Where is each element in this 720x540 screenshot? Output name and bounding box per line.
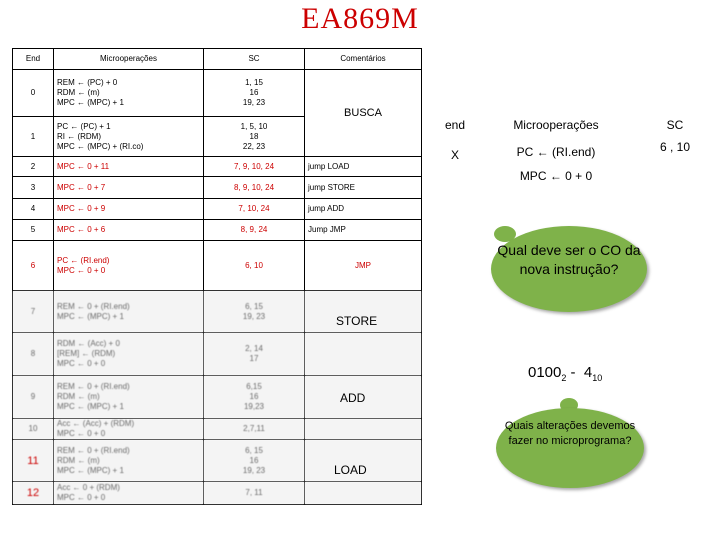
sc-line: 6, 15	[245, 301, 263, 311]
side-row-micro-1: PC ← (RI.end)	[516, 145, 596, 159]
row-microoperations	[54, 117, 204, 157]
row-microoperations	[54, 482, 204, 505]
microoperation-line: MPC ← (MPC) + 1	[57, 98, 124, 107]
row-comment: JMP	[305, 241, 422, 291]
row-end: 6	[13, 241, 54, 291]
microoperation-line: MPC ← (MPC) + 1	[57, 465, 124, 475]
row-end: 8	[13, 333, 54, 376]
table-row	[13, 220, 422, 241]
microoperation-line: PC ← (PC) + 1	[57, 121, 111, 131]
page-title: EA869M	[301, 2, 419, 35]
row-comment: jump STORE	[305, 177, 422, 199]
row-end: 5	[13, 220, 54, 241]
table-row	[13, 177, 422, 199]
row-end: 4	[13, 199, 54, 220]
side-header-microoperations: Microoperações	[513, 118, 599, 132]
sc-line: 2, 14	[245, 344, 263, 353]
row-sc	[204, 333, 305, 376]
decimal-value: 4	[583, 364, 593, 381]
row-end: 3	[13, 177, 54, 199]
sc-line: 6, 10	[245, 260, 263, 270]
row-microoperations	[54, 220, 204, 241]
row-microoperations	[54, 333, 204, 376]
header-comments: Comentários	[305, 49, 422, 70]
table-header-row	[13, 49, 422, 70]
microoperation-line: MPC ← 0 + 11	[57, 161, 110, 171]
microoperation-line: RDM ← (m)	[57, 455, 100, 465]
sc-line: 6,15	[246, 382, 262, 391]
microoperation-line: MPC ← 0 + 9	[57, 204, 106, 213]
side-row-micro-2: MPC ← 0 + 0	[519, 169, 593, 183]
table-body	[13, 70, 422, 505]
sc-line: 7, 11	[245, 488, 263, 497]
side-header-row	[431, 116, 717, 134]
sc-line: 22, 23	[242, 141, 266, 151]
table-row	[13, 241, 422, 291]
sc-line: 17	[249, 354, 259, 363]
new-instruction-table	[431, 116, 717, 190]
decimal-base: 10	[592, 373, 603, 383]
question-bubble-text: Qual deve ser o CO da nova instrução?	[497, 242, 641, 277]
table-row	[13, 333, 422, 376]
store-label: STORE	[336, 314, 378, 328]
microoperation-line: RDM ← (m)	[57, 392, 100, 401]
row-comment: Jump JMP	[305, 220, 422, 241]
binary-separator: -	[566, 364, 584, 381]
sc-line: 19,23	[243, 402, 265, 411]
sc-line: 19, 23	[242, 311, 266, 321]
row-sc	[204, 291, 305, 333]
add-label: ADD	[340, 391, 366, 405]
changes-bubble-text: Quais alterações devemos fazer no microprograma?	[504, 420, 636, 447]
row-end: 7	[13, 291, 54, 333]
microoperation-line: RDM ← (m)	[57, 88, 100, 97]
microoperation-line: MPC ← (MPC) + (RI.co)	[57, 141, 144, 151]
sc-line: 8, 9, 10, 24	[233, 182, 275, 192]
row-sc	[204, 117, 305, 157]
header-microoperations: Microoperações	[54, 49, 204, 70]
microoperation-line: MPC ← 0 + 0	[57, 359, 106, 368]
header-end: End	[13, 49, 54, 70]
sc-line: 16	[249, 455, 259, 465]
row-microoperations	[54, 199, 204, 220]
row-microoperations	[54, 291, 204, 333]
microoperation-line: Acc ← (Acc) + (RDM)	[57, 419, 135, 428]
sc-line: 1, 15	[245, 78, 263, 87]
row-comment	[305, 333, 422, 376]
row-end: 9	[13, 376, 54, 419]
row-microoperations	[54, 70, 204, 117]
side-header-end: end	[444, 118, 466, 132]
row-microoperations	[54, 177, 204, 199]
side-row	[431, 134, 717, 190]
binary-value: 0100	[528, 364, 562, 381]
changes-bubble	[496, 408, 644, 488]
row-microoperations	[54, 440, 204, 482]
table-row	[13, 419, 422, 440]
row-end: 11	[13, 440, 54, 482]
row-end: 0	[13, 70, 54, 117]
microoperation-line: MPC ← 0 + 6	[57, 225, 106, 234]
microoperation-line: REM ← 0 + (RI.end)	[57, 382, 130, 391]
row-end: 1	[13, 117, 54, 157]
microoperation-line: MPC ← (MPC) + 1	[57, 402, 124, 411]
header-sc: SC	[204, 49, 305, 70]
row-comment	[305, 482, 422, 505]
microoperation-line: REM ← 0 + (RI.end)	[57, 301, 130, 311]
load-label: LOAD	[334, 463, 367, 477]
row-sc	[204, 241, 305, 291]
row-sc	[204, 482, 305, 505]
microprogram-table	[12, 48, 422, 505]
microoperation-line: MPC ← 0 + 0	[57, 429, 106, 438]
side-row-sc: 6 , 10	[659, 140, 691, 154]
table-row	[13, 157, 422, 177]
sc-line: 8, 9, 24	[240, 225, 268, 234]
sc-line: 2,7,11	[243, 424, 265, 433]
sc-line: 7, 10, 24	[238, 204, 270, 213]
row-sc	[204, 376, 305, 419]
microoperation-line: RDM ← (Acc) + 0	[57, 339, 120, 348]
table-row	[13, 482, 422, 505]
sc-line: 19, 23	[242, 465, 266, 475]
row-sc	[204, 220, 305, 241]
table-row	[13, 199, 422, 220]
microoperation-line: MPC ← 0 + 0	[57, 265, 106, 275]
sc-line: 16	[249, 392, 259, 401]
microoperation-line: RI ← (RDM)	[57, 131, 101, 141]
microoperation-line: REM ← 0 + (RI.end)	[57, 445, 130, 455]
row-sc	[204, 70, 305, 117]
microoperation-line: Acc ← 0 + (RDM)	[57, 483, 120, 492]
busca-comment: BUSCA	[305, 70, 422, 157]
binary-conversion	[528, 364, 602, 383]
microoperation-line: PC ← (RI.end)	[57, 255, 110, 265]
row-end: 2	[13, 157, 54, 177]
row-sc	[204, 419, 305, 440]
table-row	[13, 70, 422, 117]
sc-line: 16	[249, 88, 259, 97]
sc-line: 18	[249, 131, 259, 141]
sc-line: 7, 9, 10, 24	[233, 161, 275, 171]
row-comment: jump LOAD	[305, 157, 422, 177]
microoperation-line: MPC ← (MPC) + 1	[57, 311, 124, 321]
row-microoperations	[54, 376, 204, 419]
side-row-end: X	[450, 148, 459, 162]
sc-line: 19, 23	[242, 98, 266, 107]
sc-line: 1, 5, 10	[240, 121, 268, 131]
microoperation-line: MPC ← 0 + 0	[57, 493, 106, 502]
row-sc	[204, 157, 305, 177]
row-sc	[204, 440, 305, 482]
microoperation-line: REM ← (PC) + 0	[57, 78, 118, 87]
row-comment	[305, 419, 422, 440]
row-microoperations	[54, 241, 204, 291]
row-end: 10	[13, 419, 54, 440]
question-bubble	[491, 226, 647, 312]
row-sc	[204, 177, 305, 199]
microoperation-line: [REM] ← (RDM)	[57, 349, 116, 358]
sc-line: 6, 15	[245, 445, 263, 455]
row-microoperations	[54, 419, 204, 440]
row-end: 12	[13, 482, 54, 505]
side-header-sc: SC	[666, 118, 684, 132]
row-sc	[204, 199, 305, 220]
microoperation-line: MPC ← 0 + 7	[57, 182, 106, 192]
row-microoperations	[54, 157, 204, 177]
row-comment: jump ADD	[305, 199, 422, 220]
binary-base: 2	[561, 373, 567, 383]
